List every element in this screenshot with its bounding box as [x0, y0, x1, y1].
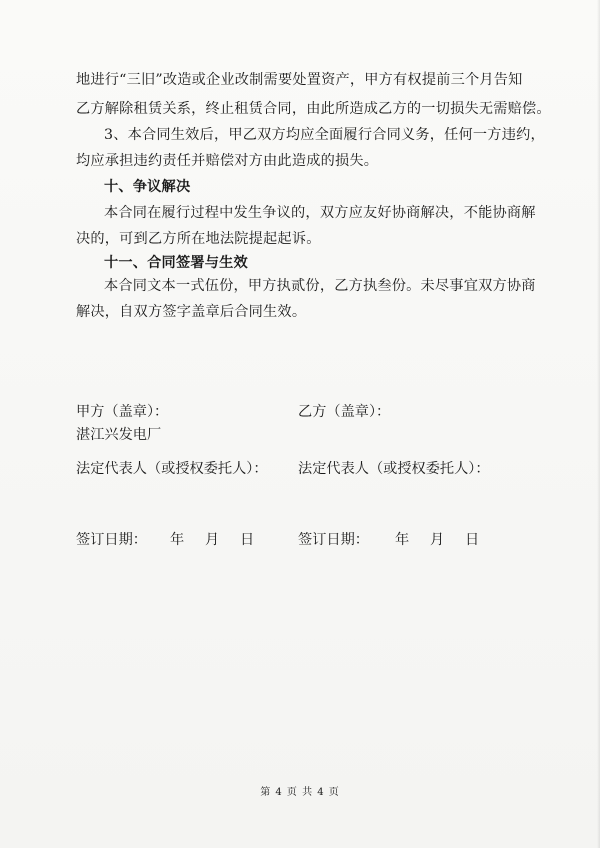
party-a-label: 甲方（盖章）：	[76, 404, 169, 420]
body-line: 本合同文本一式伍份，甲方执贰份，乙方执叁份。未尽事宜双方协商	[104, 278, 536, 294]
party-b-date-label: 签订日期：	[298, 532, 369, 548]
body-line: 本合同在履行过程中发生争议的，双方应友好协商解决，不能协商解	[104, 205, 536, 221]
page-number: 第 4 页 共 4 页	[260, 787, 340, 798]
party-a-representative-label: 法定代表人（或授权委托人）：	[76, 461, 268, 477]
section-heading: 十、争议解决	[104, 179, 191, 195]
section-heading: 十一、合同签署与生效	[104, 255, 248, 271]
party-b-date-month: 月	[430, 532, 445, 548]
party-b-date-day: 日	[465, 532, 480, 548]
party-a-date-label: 签订日期：	[76, 532, 147, 548]
party-b-label: 乙方（盖章）：	[298, 404, 391, 420]
party-a-date-month: 月	[205, 532, 220, 548]
party-a-name: 湛江兴发电厂	[76, 427, 162, 443]
body-line: 均应承担违约责任并赔偿对方由此造成的损失。	[76, 153, 379, 169]
body-line: 解决，自双方签字盖章后合同生效。	[76, 304, 307, 320]
party-a-date-day: 日	[240, 532, 255, 548]
body-line: 决的，可到乙方所在地法院提起起诉。	[76, 231, 321, 247]
party-b-date-year: 年	[395, 532, 410, 548]
party-a-date-year: 年	[170, 532, 185, 548]
body-line: 地进行“三旧”改造或企业改制需要处置资产，甲方有权提前三个月告知	[76, 72, 523, 88]
body-line: 乙方解除租赁关系，终止租赁合同，由此所造成乙方的一切损失无需赔偿。	[76, 101, 551, 117]
body-line: 3、本合同生效后，甲乙双方均应全面履行合同义务，任何一方违约，	[104, 127, 545, 143]
party-b-representative-label: 法定代表人（或授权委托人）：	[298, 461, 490, 477]
